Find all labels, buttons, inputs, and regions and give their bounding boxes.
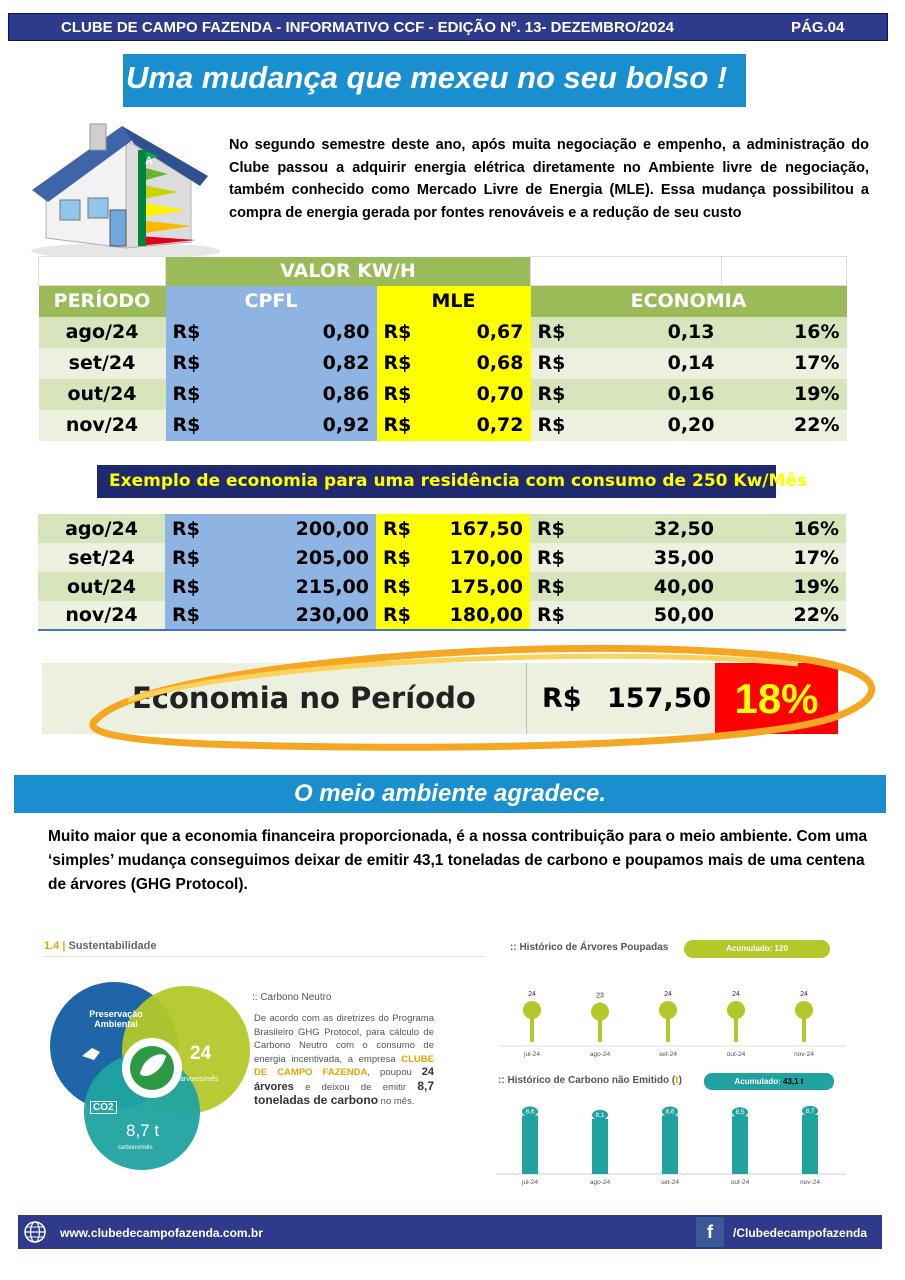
summary-percent: 18% bbox=[715, 663, 838, 734]
carbon-circle-unit: carbono/mês bbox=[118, 1145, 153, 1151]
col-header-mle: MLE bbox=[377, 286, 531, 317]
tree-icon bbox=[523, 1001, 541, 1019]
mle-value: 170,00 bbox=[449, 546, 523, 569]
energy-house-icon bbox=[26, 120, 221, 260]
tree-data-label: 24 bbox=[732, 991, 740, 998]
carbon-bar bbox=[802, 1115, 818, 1174]
cpfl-value: 200,00 bbox=[295, 517, 369, 540]
headline: Uma mudança que mexeu no seu bolso ! bbox=[126, 60, 728, 95]
mle-value: 180,00 bbox=[449, 604, 523, 626]
table-row bbox=[39, 317, 847, 348]
currency: R$ bbox=[383, 517, 411, 540]
table-row bbox=[38, 543, 846, 572]
tree-data-label: 24 bbox=[528, 991, 536, 998]
carbon-bar bbox=[522, 1116, 538, 1174]
currency: R$ bbox=[383, 575, 411, 598]
period-cell: set/24 bbox=[39, 348, 166, 379]
cpfl-value: 0,80 bbox=[322, 321, 370, 343]
carbon-category-label: ago-24 bbox=[589, 1179, 611, 1186]
currency: R$ bbox=[537, 575, 565, 598]
period-cell: ago/24 bbox=[39, 317, 166, 348]
mle-value: 0,68 bbox=[476, 352, 524, 374]
eco-value: 50,00 bbox=[653, 604, 714, 626]
currency: R$ bbox=[537, 321, 566, 343]
eco-value: 35,00 bbox=[653, 546, 714, 569]
trees-chart-title: :: Histórico de Árvores Poupadas bbox=[510, 942, 669, 953]
page-number: PÁG.04 bbox=[791, 19, 845, 36]
group-header-valor: VALOR KW/H bbox=[166, 257, 531, 286]
carbon-category-label: out-24 bbox=[730, 1179, 750, 1186]
carbon-category-label: nov-24 bbox=[800, 1179, 820, 1186]
cpfl-value: 215,00 bbox=[295, 575, 369, 598]
currency: R$ bbox=[172, 383, 201, 405]
trees-chart bbox=[500, 976, 846, 1060]
currency: R$ bbox=[537, 517, 565, 540]
currency: R$ bbox=[172, 352, 201, 374]
table-row bbox=[38, 601, 846, 630]
carbon-category-label: jul-24 bbox=[522, 1179, 538, 1186]
pct-value: 16% bbox=[721, 514, 846, 543]
currency: R$ bbox=[383, 383, 412, 405]
cpfl-value: 0,86 bbox=[322, 383, 370, 405]
pct-value: 19% bbox=[721, 572, 846, 601]
pct-value: 22% bbox=[722, 410, 847, 441]
kwh-price-table bbox=[38, 256, 847, 441]
carbono-tons: 8,7 toneladas de carbono bbox=[254, 1078, 434, 1107]
tree-icon bbox=[591, 1003, 609, 1021]
currency: R$ bbox=[172, 546, 200, 569]
carbon-accum-label: Acumulado: bbox=[734, 1077, 781, 1086]
carbon-data-label: 8,1 bbox=[595, 1111, 605, 1119]
carbono-text-4: no mês. bbox=[380, 1096, 415, 1107]
facebook-link[interactable]: /Clubedecampofazenda bbox=[733, 1226, 868, 1240]
cpfl-value: 230,00 bbox=[295, 604, 369, 626]
col-header-economia: ECONOMIA bbox=[531, 286, 847, 317]
carbon-bar bbox=[662, 1116, 678, 1174]
carbono-company: CLUBE DE CAMPO FAZENDA bbox=[254, 1053, 434, 1078]
carbono-text-1: De acordo com as diretrizes do Programa Brasileiro GHG Protocol, para cálculo de Carbono Neutro com o consumo de energia incentivada, a empresa bbox=[254, 1013, 434, 1065]
carbono-paragraph bbox=[254, 1012, 434, 1109]
carbono-text-2: , poupou bbox=[367, 1067, 412, 1078]
period-cell: nov/24 bbox=[38, 601, 165, 630]
currency: R$ bbox=[172, 604, 200, 626]
sustainability-circles bbox=[46, 976, 252, 1172]
carbon-data-label: 8,6 bbox=[665, 1108, 675, 1116]
carbono-trees: 24 árvores bbox=[254, 1066, 435, 1093]
tree-data-label: 24 bbox=[800, 991, 808, 998]
table-row bbox=[38, 514, 846, 543]
website-link[interactable]: www.clubedecampofazenda.com.br bbox=[60, 1226, 263, 1240]
eco-value: 0,20 bbox=[667, 414, 715, 436]
carbon-category-label: set-24 bbox=[660, 1179, 680, 1186]
environment-heading: O meio ambiente agradece. bbox=[14, 775, 886, 813]
currency: R$ bbox=[172, 575, 200, 598]
currency: R$ bbox=[537, 352, 566, 374]
mle-value: 175,00 bbox=[449, 575, 523, 598]
tree-data-label: 23 bbox=[596, 992, 604, 1000]
col-header-period: PERÍODO bbox=[39, 286, 166, 317]
currency: R$ bbox=[537, 383, 566, 405]
environment-paragraph: Muito maior que a economia financeira proporcionada, é a nossa contribuição para o meio ambiente. Com uma ‘simples’ mudança conseguimos deixar de emitir 43,1 toneladas de carbono e poupamos mais de uma centena de árvores (GHG Protocol). bbox=[48, 828, 868, 893]
carbon-accum-badge bbox=[704, 1073, 834, 1090]
section-title: Sustentabilidade bbox=[68, 940, 157, 952]
carbon-chart bbox=[496, 1098, 846, 1188]
newsletter-header bbox=[8, 13, 888, 41]
table-row bbox=[39, 379, 847, 410]
pct-value: 19% bbox=[722, 379, 847, 410]
header-title: CLUBE DE CAMPO FAZENDA - INFORMATIVO CCF - EDIÇÃO Nº. 13- DEZEMBRO/2024 bbox=[61, 19, 675, 36]
carbono-title: :: Carbono Neutro bbox=[252, 992, 332, 1003]
example-banner-text: Exemplo de economia para uma residência com consumo de 250 Kw/Mês bbox=[109, 471, 808, 491]
trees-accum-label: Acumulado: bbox=[726, 944, 773, 953]
currency: R$ bbox=[537, 546, 565, 569]
trees-accum-value: 120 bbox=[774, 944, 788, 953]
currency: R$ bbox=[172, 321, 201, 343]
currency: R$ bbox=[383, 604, 411, 626]
co2-cloud-icon: CO2 bbox=[90, 1101, 117, 1114]
table-row bbox=[38, 572, 846, 601]
tree-category-label: ago-24 bbox=[589, 1051, 611, 1058]
trees-circle-unit: árvores/mês bbox=[180, 1076, 219, 1083]
tree-icon bbox=[795, 1001, 813, 1019]
summary-value: 157,50 bbox=[607, 683, 712, 714]
tree-category-label: nov-24 bbox=[794, 1051, 814, 1058]
eco-value: 0,14 bbox=[667, 352, 715, 374]
carbon-circle-value: 8,7 t bbox=[126, 1121, 160, 1140]
pct-value: 17% bbox=[722, 348, 847, 379]
summary-label: Economia no Período bbox=[132, 681, 476, 715]
currency: R$ bbox=[383, 352, 412, 374]
eco-value: 0,16 bbox=[667, 383, 715, 405]
cpfl-value: 205,00 bbox=[295, 546, 369, 569]
carbon-data-label: 8,7 bbox=[805, 1107, 815, 1115]
mle-value: 0,70 bbox=[476, 383, 524, 405]
carbon-unit: t bbox=[675, 1075, 679, 1086]
section-number: 1.4 bbox=[44, 940, 60, 952]
example-banner bbox=[97, 465, 808, 498]
eco-value: 0,13 bbox=[667, 321, 715, 343]
currency: R$ bbox=[172, 517, 200, 540]
summary-currency: R$ bbox=[542, 683, 582, 714]
eco-value: 32,50 bbox=[653, 517, 714, 540]
period-cell: ago/24 bbox=[38, 514, 165, 543]
currency: R$ bbox=[383, 414, 412, 436]
headline-banner bbox=[123, 54, 746, 107]
carbon-bar bbox=[732, 1116, 748, 1174]
table-row bbox=[39, 348, 847, 379]
carbono-text-3: e deixou de emitir bbox=[305, 1081, 407, 1093]
pct-value: 16% bbox=[722, 317, 847, 348]
carbon-accum-value: 43,1 t bbox=[783, 1077, 804, 1086]
intro-paragraph: No segundo semestre deste ano, após muita negociação e empenho, a administração do Clube passou a adquirir energia elétrica diretamente no Ambiente livre de negociação, também conhecido como Mercado Livre de Energia (MLE). Essa mudança possibilitou a compra de energia gerada por fontes renováveis e a redução de seu custo bbox=[229, 137, 869, 221]
period-cell: out/24 bbox=[39, 379, 166, 410]
globe-icon bbox=[24, 1221, 46, 1243]
mle-value: 167,50 bbox=[449, 517, 523, 540]
preservation-label: Preservação Ambiental bbox=[89, 1009, 143, 1029]
tree-category-label: set-24 bbox=[658, 1051, 678, 1058]
mle-value: 0,72 bbox=[476, 414, 524, 436]
carbon-chart-title: :: Histórico de Carbono não Emitido (t) bbox=[498, 1075, 682, 1086]
currency: R$ bbox=[172, 414, 201, 436]
example-savings-table bbox=[38, 514, 846, 631]
section-separator: | bbox=[62, 940, 66, 952]
facebook-icon[interactable]: f bbox=[696, 1217, 724, 1247]
period-cell: out/24 bbox=[38, 572, 165, 601]
cpfl-value: 0,82 bbox=[322, 352, 370, 374]
carbon-title-text: :: Histórico de Carbono não Emitido bbox=[498, 1075, 670, 1086]
currency: R$ bbox=[537, 414, 566, 436]
tree-category-label: out-24 bbox=[726, 1051, 746, 1058]
currency: R$ bbox=[383, 321, 412, 343]
highlight-swoosh-icon bbox=[58, 640, 888, 760]
carbon-data-label: 8,5 bbox=[735, 1109, 745, 1117]
mle-value: 0,67 bbox=[476, 321, 524, 343]
section-rule bbox=[44, 956, 484, 957]
section-heading bbox=[44, 940, 157, 952]
tree-category-label: jul-24 bbox=[524, 1051, 540, 1058]
sustainability-infographic bbox=[32, 922, 854, 1192]
period-cell: nov/24 bbox=[39, 410, 166, 441]
energy-label-a: A bbox=[145, 155, 153, 167]
tree-icon bbox=[659, 1001, 677, 1019]
cpfl-value: 0,92 bbox=[322, 414, 370, 436]
trees-circle-value: 24 bbox=[190, 1043, 212, 1064]
tree-icon bbox=[727, 1001, 745, 1019]
footer bbox=[18, 1215, 882, 1249]
eco-value: 40,00 bbox=[653, 575, 714, 598]
currency: R$ bbox=[383, 546, 411, 569]
carbon-data-label: 8,6 bbox=[525, 1108, 535, 1116]
tree-data-label: 24 bbox=[664, 991, 672, 998]
carbon-bar bbox=[592, 1119, 608, 1174]
pct-value: 22% bbox=[721, 601, 846, 630]
period-cell: set/24 bbox=[38, 543, 165, 572]
table-row bbox=[39, 410, 847, 441]
currency: R$ bbox=[537, 604, 565, 626]
col-header-cpfl: CPFL bbox=[166, 286, 377, 317]
pct-value: 17% bbox=[721, 543, 846, 572]
trees-accum-badge bbox=[684, 940, 830, 958]
